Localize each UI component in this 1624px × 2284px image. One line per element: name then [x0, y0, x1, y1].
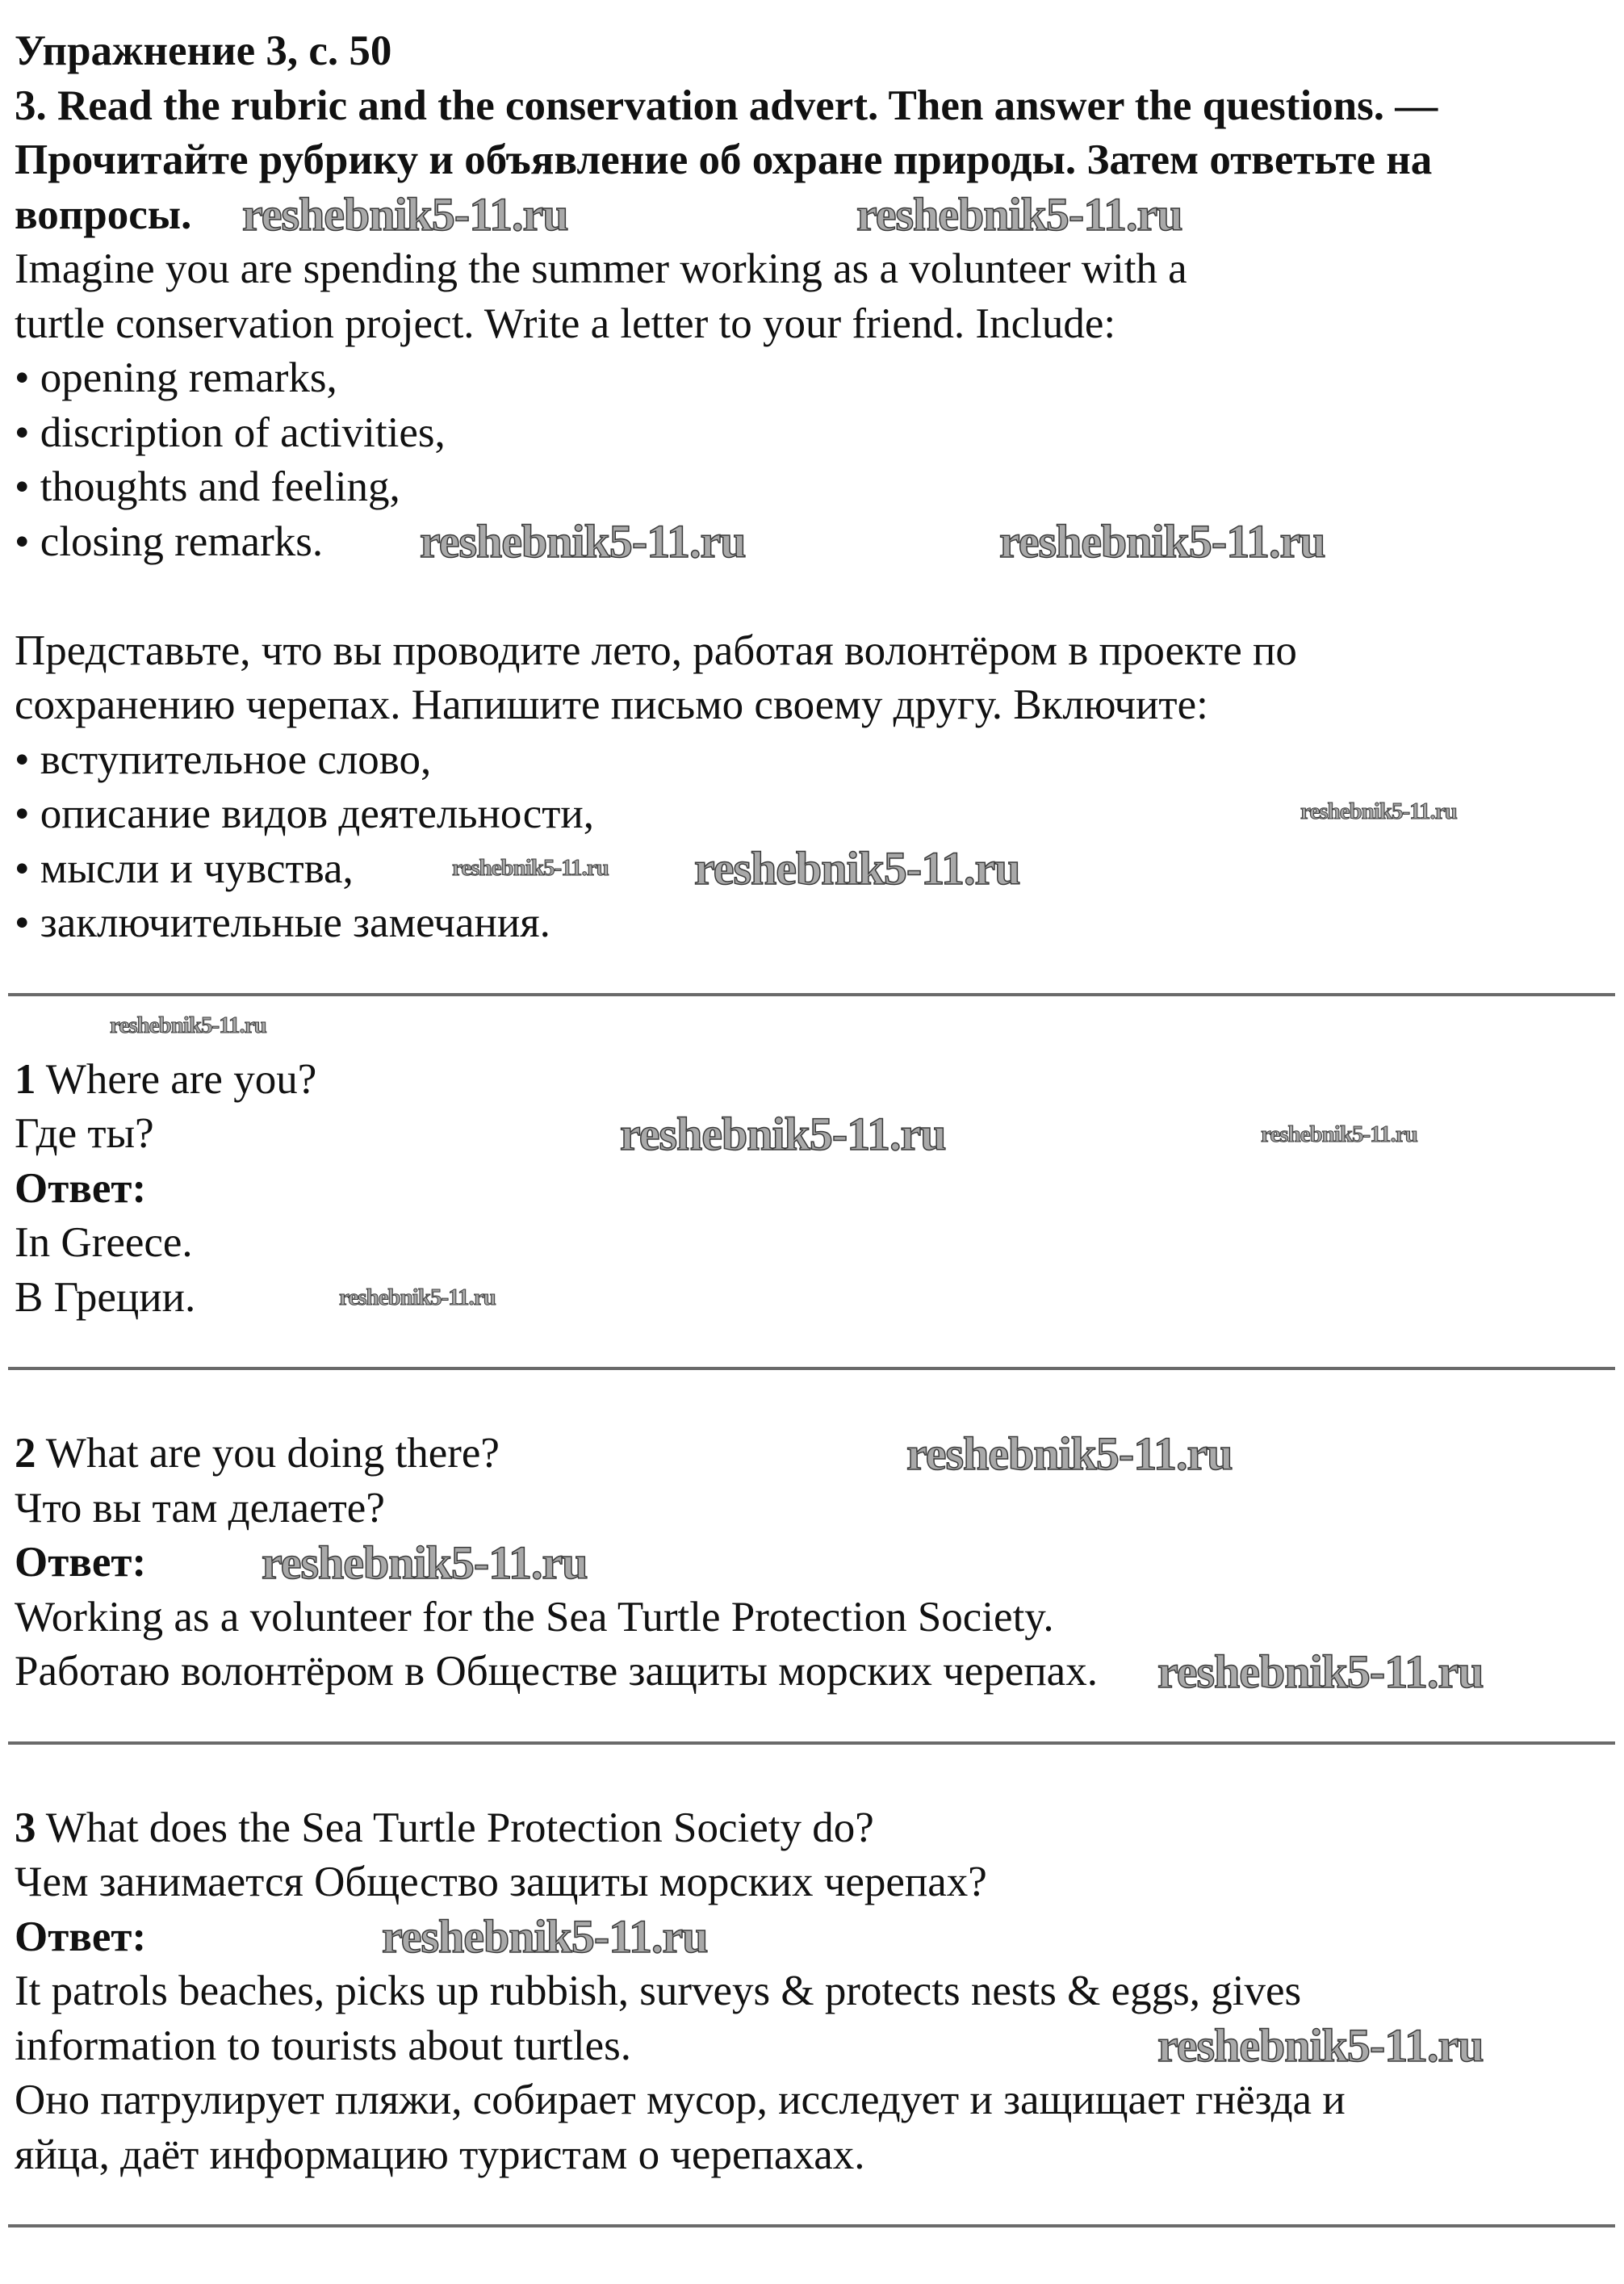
question-en: What are you doing there? — [36, 1430, 500, 1477]
answer-line: В Греции. — [15, 1273, 196, 1321]
answer-label: Ответ: — [15, 1164, 147, 1212]
watermark: reshebnik5-11.ru — [110, 1012, 266, 1038]
answer-line: Работаю волонтёром в Обществе защиты морских черепах. — [15, 1648, 1098, 1695]
rubric-en-line: turtle conservation project. Write a letter to your friend. Include: — [15, 300, 1116, 347]
watermark: reshebnik5-11.ru — [999, 515, 1325, 568]
task-line: вопросы. — [15, 191, 192, 238]
question-en: Where are you? — [36, 1055, 317, 1103]
rubric-en-bullet: • opening remarks, — [15, 354, 337, 401]
question-number: 2 — [15, 1430, 36, 1477]
question-3 — [15, 1801, 1609, 2183]
rubric-ru-bullet: • вступительное слово, — [15, 735, 432, 783]
watermark: reshebnik5-11.ru — [452, 855, 609, 881]
watermark: reshebnik5-11.ru — [382, 1910, 708, 1963]
watermark: reshebnik5-11.ru — [339, 1284, 496, 1310]
answer-label: Ответ: — [15, 1539, 147, 1586]
rubric-ru-bullet: • мысли и чувства, — [15, 844, 354, 892]
question-ru: Где ты? — [15, 1110, 154, 1157]
answer-line: Working as a volunteer for the Sea Turtle Protection Society. — [15, 1593, 1054, 1641]
watermark: reshebnik5-11.ru — [242, 188, 568, 241]
watermark: reshebnik5-11.ru — [262, 1536, 588, 1589]
question-number: 1 — [15, 1055, 36, 1103]
watermark: reshebnik5-11.ru — [420, 515, 746, 568]
divider — [8, 1367, 1615, 1370]
question-number: 3 — [15, 1804, 36, 1851]
watermark: reshebnik5-11.ru — [1157, 2019, 1484, 2072]
rubric-ru-line: сохранению черепах. Напишите письмо своему другу. Включите: — [15, 681, 1208, 728]
answer-label: Ответ: — [15, 1913, 147, 1960]
watermark: reshebnik5-11.ru — [1261, 1121, 1417, 1147]
question-ru: Чем занимается Общество защиты морских черепах? — [15, 1859, 987, 1905]
rubric-ru-bullet: • заключительные замечания. — [15, 899, 550, 946]
watermark: reshebnik5-11.ru — [694, 842, 1020, 895]
rubric-en-bullet: • thoughts and feeling, — [15, 463, 400, 510]
watermark: reshebnik5-11.ru — [906, 1427, 1233, 1480]
rubric-en-bullet: • discription of activities, — [15, 409, 446, 456]
watermark: reshebnik5-11.ru — [856, 188, 1182, 241]
answer-line: information to tourists about turtles. — [15, 2022, 631, 2069]
answer-line: яйца, даёт информацию туристам о черепахах. — [15, 2131, 865, 2178]
watermark: reshebnik5-11.ru — [620, 1108, 946, 1160]
rubric-ru-bullet: • описание видов деятельности, — [15, 790, 595, 837]
question-1 — [15, 1053, 1609, 1326]
divider — [8, 1741, 1615, 1745]
rubric-en-line: Imagine you are spending the summer working as a volunteer with a — [15, 245, 1187, 292]
watermark: reshebnik5-11.ru — [1157, 1645, 1484, 1698]
exercise-title: Упражнение 3, с. 50 — [15, 27, 392, 74]
watermark: reshebnik5-11.ru — [1300, 798, 1457, 824]
answer-line: It patrols beaches, picks up rubbish, surveys & protects nests & eggs, gives — [15, 1968, 1302, 2014]
question-en: What does the Sea Turtle Protection Society do? — [36, 1804, 874, 1851]
task-line: Прочитайте рубрику и объявление об охране природы. Затем ответьте на — [15, 136, 1433, 183]
rubric-ru-line: Представьте, что вы проводите лето, работая волонтёром в проекте по — [15, 627, 1297, 674]
divider — [8, 993, 1615, 996]
answer-line: Оно патрулирует пляжи, собирает мусор, исследует и защищает гнёзда и — [15, 2077, 1346, 2123]
answer-line: In Greece. — [15, 1219, 193, 1266]
rubric-en-bullet: • closing remarks. — [15, 518, 324, 565]
question-ru: Что вы там делаете? — [15, 1484, 385, 1532]
task-line: 3. Read the rubric and the conservation advert. Then answer the questions. — — [15, 82, 1438, 129]
divider — [8, 2224, 1615, 2227]
